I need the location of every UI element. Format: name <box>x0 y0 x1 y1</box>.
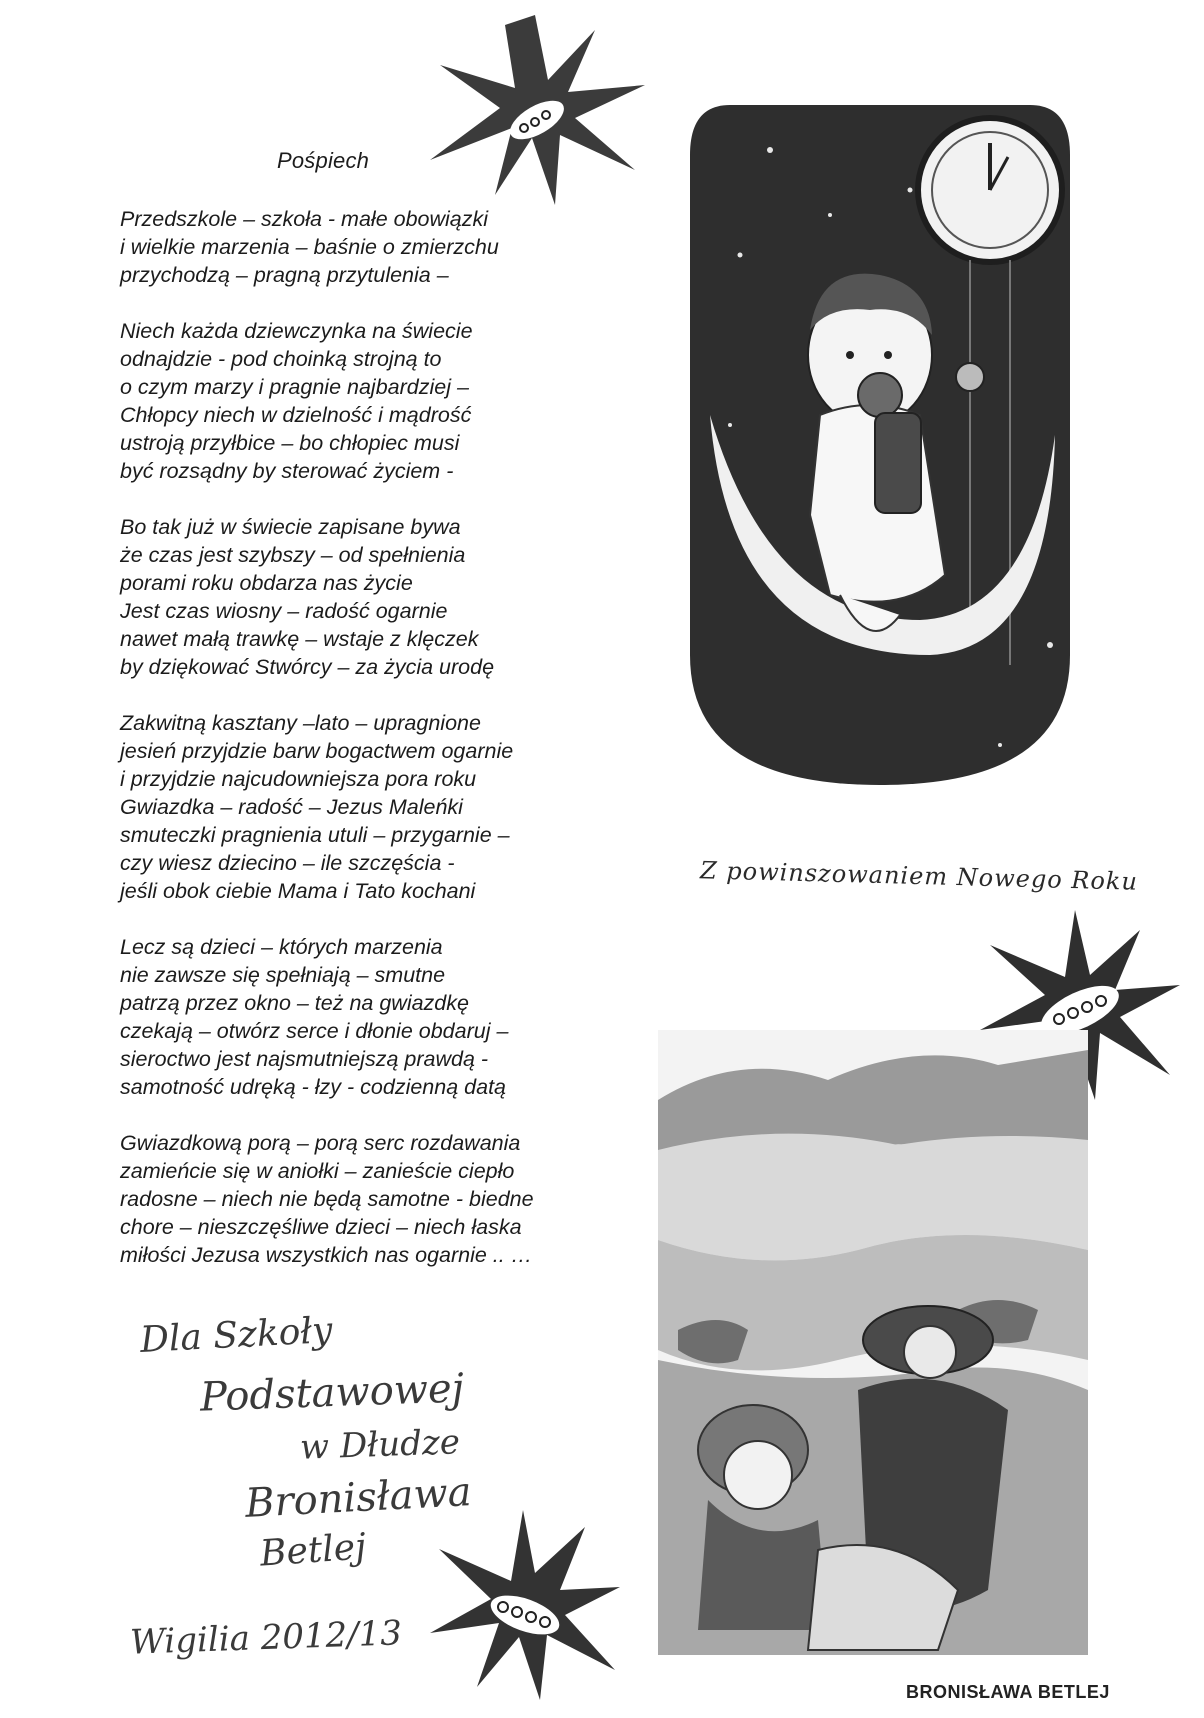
author-name: BRONISŁAWA BETLEJ <box>906 1682 1110 1702</box>
dedication-line-1: Dla Szkoły <box>139 1309 334 1362</box>
poem-line: Chłopcy niech w dzielność i mądrość <box>120 403 472 427</box>
star-icon <box>425 1505 625 1705</box>
poem-line: samotność udręką - łzy - codzienną datą <box>120 1075 507 1099</box>
girl-on-moon-illustration <box>670 95 1090 795</box>
poem-line: czekają – otwórz serce i dłonie obdaruj – <box>120 1019 509 1043</box>
poem-body <box>120 205 640 1297</box>
dedication-date: Wigilia 2012/13 <box>129 1613 403 1663</box>
poem-line: ustroją przyłbice – bo chłopiec musi <box>120 431 460 455</box>
poem-stanza <box>120 933 640 1101</box>
poem-line: o czym marzy i pragnie najbardziej – <box>120 375 469 399</box>
poem-line: miłości Jezusa wszystkich nas ogarnie .. … <box>120 1243 533 1267</box>
poem-stanza <box>120 1129 640 1269</box>
poem-stanza <box>120 317 640 485</box>
poem-line: i przyjdzie najcudowniejsza pora roku <box>120 767 477 791</box>
poem-line: zamieńcie się w aniołki – zanieście ciepło <box>120 1159 515 1183</box>
poem-line: sieroctwo jest najsmutniejszą prawdą - <box>120 1047 489 1071</box>
poem-line: Przedszkole – szkoła - małe obowiązki <box>120 207 489 231</box>
poem-title: Pośpiech <box>277 148 370 173</box>
poem-stanza <box>120 513 640 681</box>
poem-line: nawet małą trawkę – wstaje z klęczek <box>120 627 479 651</box>
poem-line: przychodzą – pragną przytulenia – <box>120 263 449 287</box>
star-icon <box>420 10 650 210</box>
poem-line: jesień przyjdzie barw bogactwem ogarnie <box>120 739 514 763</box>
poem-line: Gwiazdka – radość – Jezus Maleńki <box>120 795 463 819</box>
poem-line: chore – nieszczęśliwe dzieci – niech łaska <box>120 1215 522 1239</box>
poem-line: patrzą przez okno – też na gwiazdkę <box>120 991 469 1015</box>
poem-line: Gwiazdkową porą – porą serc rozdawania <box>120 1131 521 1155</box>
dedication-line-3: w Dłudze <box>299 1422 461 1468</box>
poem-line: by dziękować Stwórcy – za życia urodę <box>120 655 495 679</box>
poem-stanza <box>120 205 640 289</box>
signature-surname: Betlej <box>258 1526 368 1575</box>
poem-line: i wielkie marzenia – baśnie o zmierzchu <box>120 235 499 259</box>
poem-line: odnajdzie - pod choinką strojną to <box>120 347 442 371</box>
poem-line: nie zawsze się spełniają – smutne <box>120 963 446 987</box>
poem-line: Niech każda dziewczynka na świecie <box>120 319 473 343</box>
poem-line: jeśli obok ciebie Mama i Tato kochani <box>120 879 476 903</box>
card-caption: Z powinszowaniem Nowego Roku <box>699 856 1139 896</box>
signature-name: Bronisława <box>243 1469 473 1527</box>
poem-line: Lecz są dzieci – których marzenia <box>120 935 443 959</box>
poem-line: porami roku obdarza nas życie <box>120 571 413 595</box>
poem-line: Zakwitną kasztany –lato – upragnione <box>120 711 481 735</box>
poem-line: Bo tak już w świecie zapisane bywa <box>120 515 461 539</box>
dedication-line-2: Podstawowej <box>199 1365 465 1421</box>
poem-line: radosne – niech nie będą samotne - biedne <box>120 1187 534 1211</box>
poem-stanza <box>120 709 640 905</box>
winter-scene-illustration <box>658 1030 1088 1655</box>
poem-line: być rozsądny by sterować życiem - <box>120 459 454 483</box>
poem-line: smuteczki pragnienia utuli – przygarnie – <box>120 823 510 847</box>
poem-line: że czas jest szybszy – od spełnienia <box>120 543 466 567</box>
poem-line: Jest czas wiosny – radość ogarnie <box>120 599 448 623</box>
poem-line: czy wiesz dziecino – ile szczęścia - <box>120 851 455 875</box>
